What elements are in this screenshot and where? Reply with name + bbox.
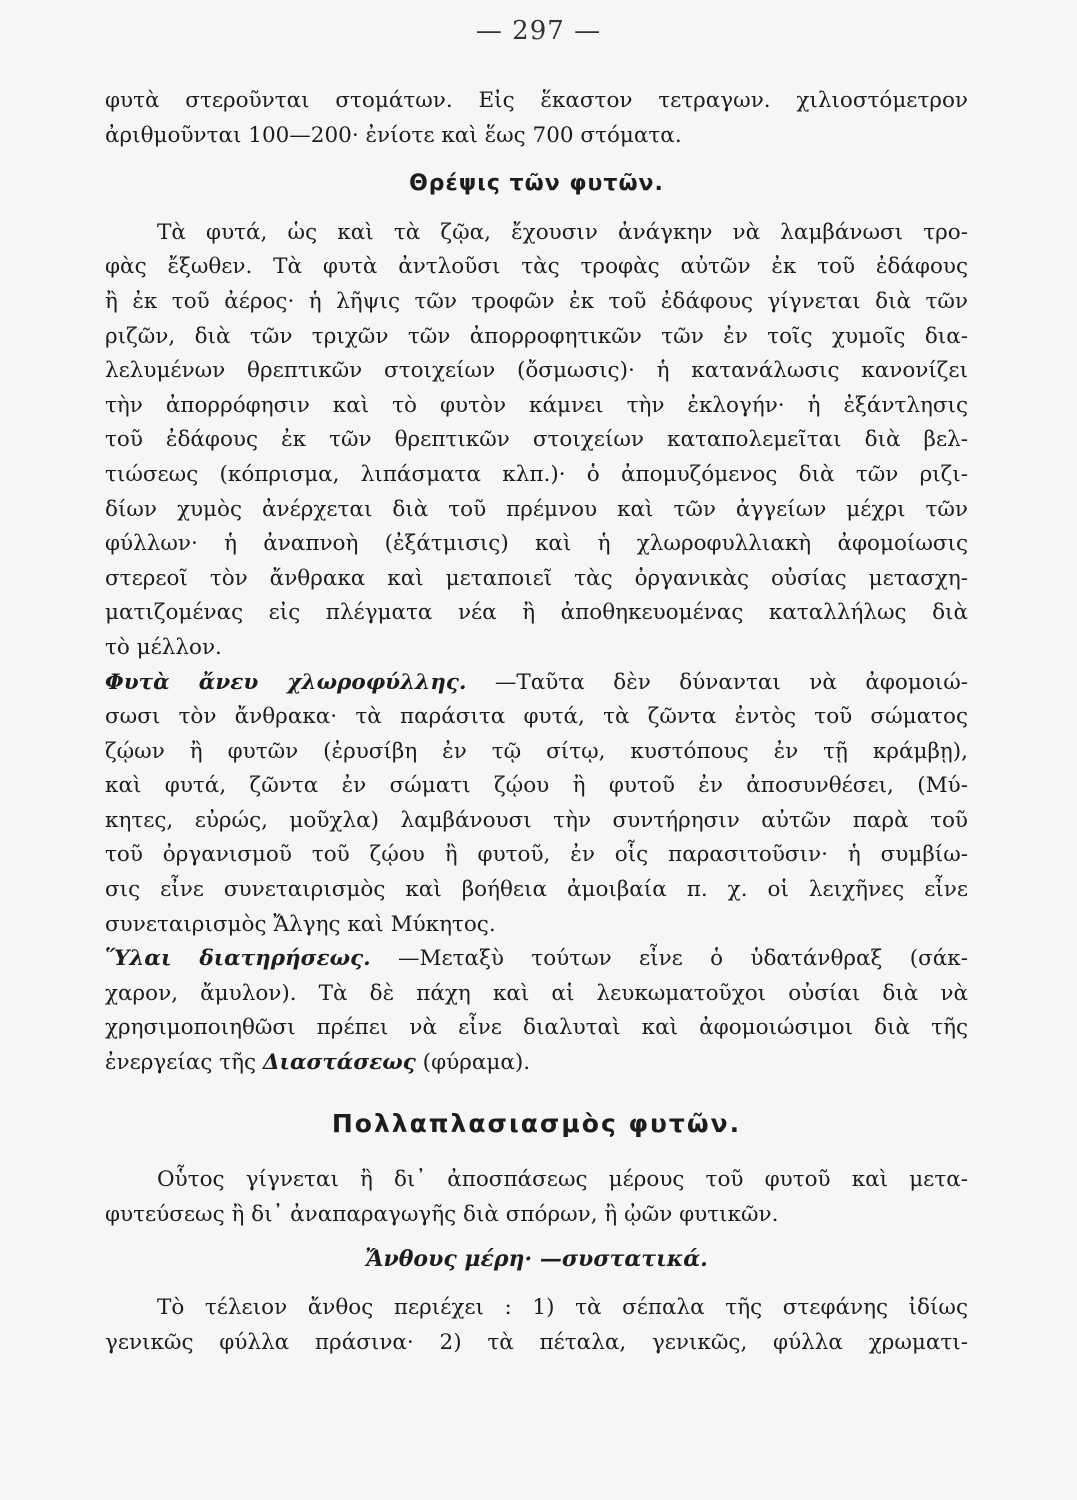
emphasized-term: Διαστάσεως: [262, 1050, 416, 1076]
text-run: ἐνεργείας τῆς: [105, 1050, 263, 1076]
nutrition-paragraph: [105, 216, 968, 666]
text-line: τὴν ἀπορρόφησιν καὶ τὸ φυτὸν κάμνει τὴν ἐκλογήν· ἡ ἐξάντλησις: [105, 392, 968, 418]
text-line: τὸ μέλλον.: [105, 634, 222, 660]
text-line: συνεταιρισμὸς Ἄλγης καὶ Μύκητος.: [105, 911, 496, 937]
text-line: τιώσεως (κόπρισμα, λιπάσματα κλπ.)· ὁ ἀπομυζόμενος διὰ τῶν ριζι-: [105, 461, 968, 487]
text-line: [105, 1046, 968, 1081]
text-line: ἢ ἐκ τοῦ ἀέρος· ἡ λῆψις τῶν τροφῶν ἐκ τοῦ ἐδάφους γίγνεται διὰ τῶν: [105, 288, 968, 314]
text-line: χαρον, ἄμυλον). Τὰ δὲ πάχη καὶ αἱ λευκωματοῦχοι οὐσίαι διὰ νὰ: [105, 980, 968, 1006]
text-line: ζῴων ἢ φυτῶν (ἐρυσίβη ἐν τῷ σίτῳ, κυστόπους ἐν τῇ κράμβῃ),: [105, 738, 968, 764]
text-line: στερεοῖ τὸν ἄνθρακα καὶ μεταποιεῖ τὰς ὀργανικὰς οὐσίας μετασχη-: [105, 565, 968, 591]
text-line: τοῦ ἐδάφους ἐκ τῶν θρεπτικῶν στοιχείων καταπολεμεῖται διὰ βελ-: [105, 427, 968, 453]
text-line: λελυμένων θρεπτικῶν στοιχείων (ὄσμωσις)· ἡ κατανάλωσις κανονίζει: [105, 358, 968, 384]
paragraph-lead-term: Ὕλαι διατηρήσεως.: [105, 946, 371, 972]
paragraph-lead-term: Φυτὰ ἄνευ χλωροφύλλης.: [105, 669, 467, 695]
text-line: σις εἶνε συνεταιρισμὸς καὶ βοήθεια ἀμοιβαία π. χ. οἱ λειχῆνες εἶνε: [105, 877, 968, 903]
page-number: — 297 —: [475, 16, 602, 46]
section-heading-propagation: Πολλαπλασιασμὸς φυτῶν.: [331, 1108, 742, 1138]
text-line: γενικῶς φύλλα πράσινα· 2) τὰ πέταλα, γενικῶς, φύλλα χρωματι-: [105, 1329, 968, 1355]
text-line: ριζῶν, διὰ τῶν τριχῶν τῶν ἀπορροφητικῶν τῶν ἐν τοῖς χυμοῖς δια-: [105, 323, 968, 349]
text-line: τοῦ ὀργανισμοῦ τοῦ ζῴου ἢ φυτοῦ, ἐν οἷς παρασιτοῦσιν· ἡ συμβίω-: [105, 842, 968, 868]
text-line: [105, 942, 968, 977]
text-line: σωσι τὸν ἄνθρακα· τὰ παράσιτα φυτά, τὰ ζῶντα ἐντὸς τοῦ σώματος: [105, 704, 968, 730]
flower-paragraph: [105, 1291, 968, 1360]
text-line: καὶ φυτά, ζῶντα ἐν σώματι ζῴου ἢ φυτοῦ ἐν ἀποσυνθέσει, (Μύ-: [105, 773, 968, 799]
text-run: —Μεταξὺ τούτων εἶνε ὁ ὑδατάνθραξ (σάκ-: [398, 946, 968, 972]
text-line: Τὰ φυτά, ὡς καὶ τὰ ζῷα, ἔχουσιν ἀνάγκην νὰ λαμβάνωσι τρο-: [157, 219, 968, 245]
text-run: —Ταῦτα δὲν δύνανται νὰ ἀφομοιώ-: [494, 669, 968, 695]
text-line: κητες, εὐρώς, μοῦχλα) λαμβάνουσι τὴν συντήρησιν αὐτῶν παρὰ τοῦ: [105, 807, 968, 833]
section-heading-flower-parts: Ἄνθους μέρη· —συστατικά.: [365, 1246, 708, 1273]
propagation-paragraph: [105, 1163, 968, 1232]
page-body: [105, 84, 968, 1360]
text-line: φυτεύσεως ἢ δι᾿ ἀναπαραγωγῆς διὰ σπόρων, ἢ ᾠῶν φυτικῶν.: [105, 1201, 779, 1227]
text-line: ματιζομένας εἰς πλέγματα νέα ἢ ἀποθηκευομένας καταλλήλως διὰ: [105, 600, 968, 626]
text-line: ἀριθμοῦνται 100—200· ἐνίοτε καὶ ἕως 700 στόματα.: [105, 122, 682, 148]
text-line: φυτὰ στεροῦνται στομάτων. Εἰς ἕκαστον τετραγων. χιλιοστόμετρον: [105, 88, 968, 113]
text-line: φὰς ἔξωθεν. Τὰ φυτὰ ἀντλοῦσι τὰς τροφὰς αὐτῶν ἐκ τοῦ ἐδάφους: [105, 254, 968, 280]
text-line: φύλλων· ἡ ἀναπνοὴ (ἐξάτμισις) καὶ ἡ χλωροφυλλιακὴ ἀφομοίωσις: [105, 531, 968, 557]
text-line: Τὸ τέλειον ἄνθος περιέχει : 1) τὰ σέπαλα τῆς στεφάνης ἰδίως: [157, 1295, 968, 1320]
text-run: (φύραμα).: [415, 1050, 531, 1076]
intro-paragraph: [105, 84, 968, 153]
section-heading-nutrition: Θρέψις τῶν φυτῶν.: [409, 171, 664, 197]
text-line: [105, 666, 968, 701]
reserve-substances-paragraph: [105, 942, 968, 1080]
chlorophyll-less-paragraph: [105, 666, 968, 943]
text-line: Οὗτος γίγνεται ἢ δι᾿ ἀποσπάσεως μέρους τοῦ φυτοῦ καὶ μετα-: [157, 1167, 968, 1193]
text-line: δίων χυμὸς ἀνέρχεται διὰ τοῦ πρέμνου καὶ τῶν ἀγγείων μέχρι τῶν: [105, 496, 968, 522]
text-line: χρησιμοποιηθῶσι πρέπει νὰ εἶνε διαλυταὶ καὶ ἀφομοιώσιμοι διὰ τῆς: [105, 1015, 968, 1041]
